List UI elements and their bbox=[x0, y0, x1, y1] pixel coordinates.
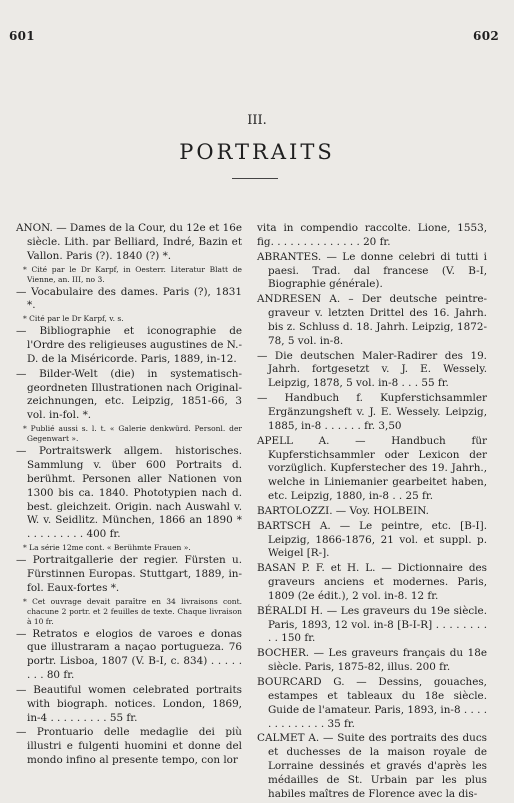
left-column bbox=[16, 222, 242, 769]
bibliography-entry: — Handbuch f. Kupferstichsammler Ergänzungsheft v. J. E. Wessely. Leipzig, 1885, in-8 . . . . . . fr. 3,50 bbox=[257, 392, 487, 432]
bibliography-entry: — Prontuario delle medaglie dei più illustri e fulgenti huomini et donne del mondo infino al presente tempo, con lor bbox=[16, 726, 242, 767]
bibliography-entry: — Die deutschen Maler-Radirer des 19. Jahrh. fortgesetzt v. J. E. Wessely. Leipzig, 1878, 5 vol. in-8 . . . 55 fr. bbox=[257, 349, 487, 390]
bibliography-entry: — Retratos e elogios de varoes e donas que illustraram a naçao portugueza. 76 portr. Lisboa, 1807 (V. B-I, c. 834) . . . . . . . . 80 fr. bbox=[16, 627, 242, 682]
page-number-right: 602 bbox=[473, 29, 499, 43]
bibliography-entry: ABRANTES. — Le donne celebri di tutti i paesi. Trad. dal francese (V. B-I, Biographie générale). bbox=[257, 250, 487, 291]
footnote: * Cet ouvrage devait paraître en 34 livraisons cont. chacune 2 portr. et 2 feuilles de texte. Chaque livraison à 10 fr. bbox=[23, 596, 242, 626]
section-number: III. bbox=[247, 113, 267, 128]
bibliography-entry: — Beautiful women celebrated portraits with biograph. notices. London, 1869, in-4 . . . . . . . . . 55 fr. bbox=[16, 683, 242, 724]
footnote: * La série 12me cont. « Berühmte Frauen ». bbox=[23, 543, 191, 553]
bibliography-entry: BARTSCH A. — Le peintre, etc. [B-I]. Leipzig, 1866-1876, 21 vol. et suppl. p. Weigel [R-]. bbox=[257, 519, 487, 560]
bibliography-entry: BASAN P. F. et H. L. — Dictionnaire des graveurs anciens et modernes. Paris, 1809 (2e édit.), 2 vol. in-8. 12 fr. bbox=[257, 562, 487, 602]
right-column bbox=[257, 222, 487, 803]
bibliography-entry: BARTOLOZZI. — Voy. HOLBEIN. bbox=[257, 504, 429, 517]
bibliography-entry: BOURCARD G. — Dessins, gouaches, estampes et tableaux du 18e siècle. Guide de l'amateur. Paris, 1893, in-8 . . . . . . . . . . . . . 35 fr. bbox=[257, 676, 487, 730]
bibliography-entry: — Bilder-Welt (die) in systematisch-geordneten Illustrationen nach Original-zeichnungen, etc. Leipzig, 1851-66, 3 vol. in-fol. *. bbox=[16, 367, 242, 422]
bibliography-entry: vita in compendio raccolte. Lione, 1553, fig. . . . . . . . . . . . . . 20 fr. bbox=[257, 222, 487, 248]
footnote: * Publié aussi s. l. t. « Galerie denkwürd. Personl. der Gegenwart ». bbox=[23, 424, 242, 444]
bibliography-entry: BÉRALDI H. — Les graveurs du 19e siècle. Paris, 1893, 12 vol. in-8 [B-I-R] . . . . . . . . . . 150 fr. bbox=[257, 604, 487, 645]
bibliography-entry: — Vocabulaire des dames. Paris (?), 1831 *. bbox=[16, 285, 242, 312]
footnote: * Cité par le Dr Karpf, in Oesterr. Literatur Blatt de Vienne, an. III, no 3. bbox=[23, 264, 242, 284]
footnote: * Cité par le Dr Karpf, v. s. bbox=[23, 314, 124, 324]
section-title: PORTRAITS bbox=[179, 140, 335, 164]
bibliography-entry: ANON. — Dames de la Cour, du 12e et 16e siècle. Lith. par Belliard, Indré, Bazin et Vallon. Paris (?). 1840 (?) *. bbox=[16, 222, 242, 262]
bibliography-entry: — Bibliographie et iconographie de l'Ordre des religieuses augustines de N.-D. de la Miséricorde. Paris, 1889, in-12. bbox=[16, 325, 242, 365]
page-number-left: 601 bbox=[9, 29, 35, 43]
bibliography-entry: ANDRESEN A. – Der deutsche peintre-graveur v. letzten Drittel des 16. Jahrh. bis z. Schluss d. 18. Jahrh. Leipzig, 1872-78, 5 vol. in-8. bbox=[257, 293, 487, 347]
bibliography-entry: — Portraitgallerie der regier. Fürsten u. Fürstinnen Europas. Stuttgart, 1889, in-fol. Eaux-fortes *. bbox=[16, 554, 242, 594]
title-divider bbox=[232, 178, 278, 179]
bibliography-entry: APELL A. — Handbuch für Kupferstichsammler oder Lexicon der vorzüglich. Kupferstecher des 19. Jahrh., welche in Liniemanier gearbeitet haben, etc. Leipzig, 1880, in-8 . . 25 fr. bbox=[257, 434, 487, 503]
bibliography-entry: — Portraitswerk allgem. historisches. Sammlung v. über 600 Portraits d. berühmt. Personen aller Nationen von 1300 bis ca. 1840. Phototypien nach d. best. gleichzeit. Origin. nach Auswahl v. W. v. Seidlitz. München, 1866 an 1890 * . . . . . . . . . 400 fr. bbox=[16, 445, 242, 541]
bibliography-entry: CALMET A. — Suite des portraits des ducs et duchesses de la maison royale de Lorraine dessinés et gravés d'après les médailles de St. Urbain par les plus habiles maîtres de Florence avec la dis- bbox=[257, 732, 487, 800]
bibliography-entry: BOCHER. — Les graveurs français du 18e siècle. Paris, 1875-82, illus. 200 fr. bbox=[257, 647, 487, 674]
